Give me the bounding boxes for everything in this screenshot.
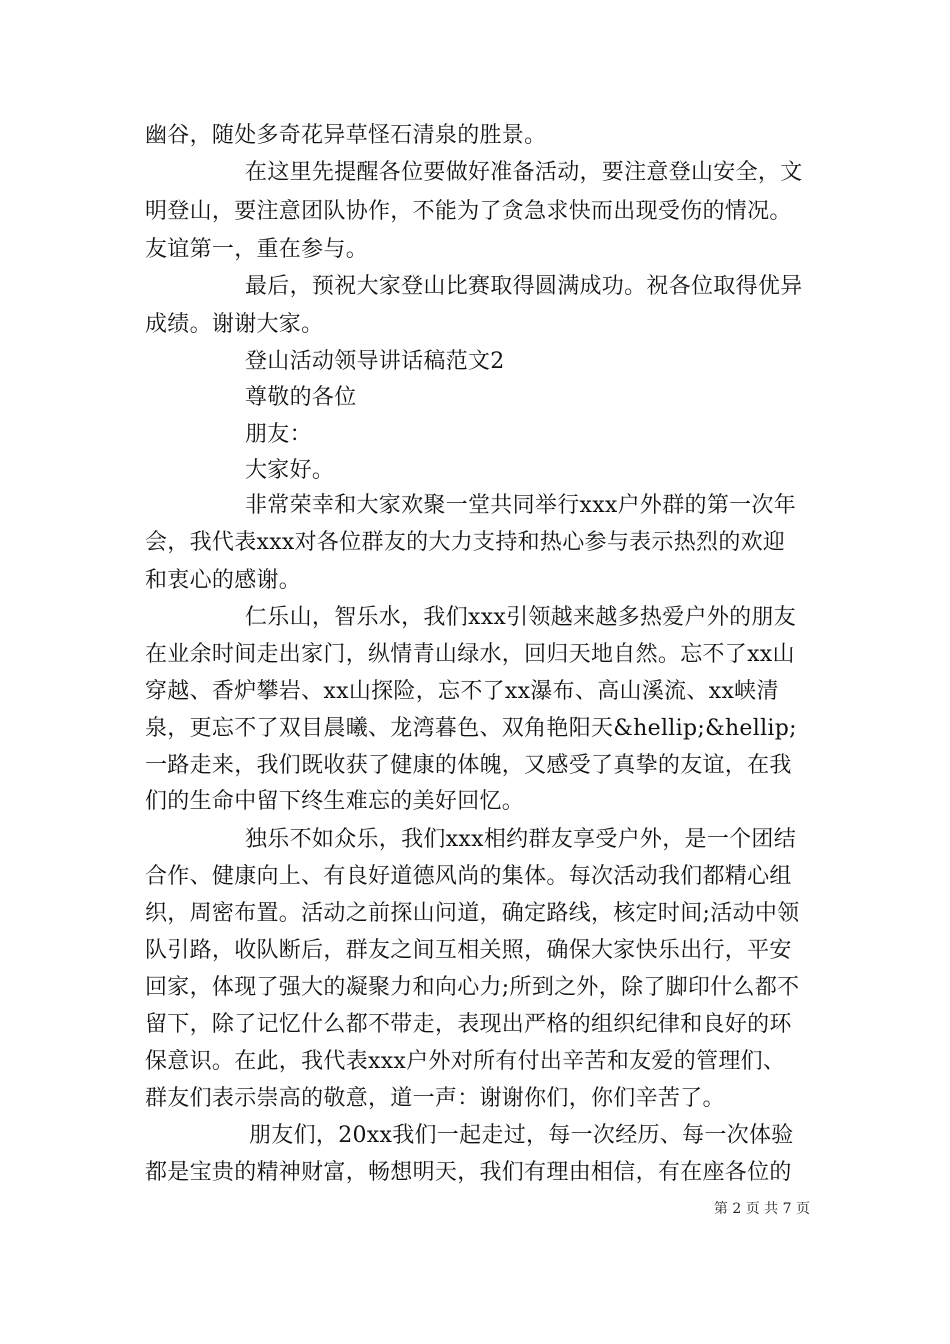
text-line: 明登山，要注意团队协作，不能为了贪急求快而出现受伤的情况。 xyxy=(145,199,792,224)
text-line: 成绩。谢谢大家。 xyxy=(145,312,324,337)
greeting-line: 大家好。 xyxy=(245,458,335,483)
text-line: 泉，更忘不了双目晨曦、龙湾暮色、双角艳阳天&hellip;&hellip; xyxy=(145,716,797,741)
text-line: 幽谷，随处多奇花异草怪石清泉的胜景。 xyxy=(145,123,547,148)
salutation-line: 朋友： xyxy=(245,422,312,447)
text-line: 仁乐山，智乐水，我们xxx引领越来越多热爱户外的朋友 xyxy=(245,605,797,630)
text-line: 友谊第一，重在参与。 xyxy=(145,237,369,262)
section-heading: 登山活动领导讲话稿范文2 xyxy=(245,349,505,374)
text-line: 在这里先提醒各位要做好准备活动，要注意登山安全，文 xyxy=(245,160,803,185)
text-line: 合作、健康向上、有良好道德风尚的集体。每次活动我们都精心组 xyxy=(145,864,792,889)
text-line: 群友们表示崇高的敬意，道一声：谢谢你们，你们辛苦了。 xyxy=(145,1086,725,1111)
text-line: 回家，体现了强大的凝聚力和向心力;所到之外，除了脚印什么都不 xyxy=(145,975,800,1000)
text-line: 最后，预祝大家登山比赛取得圆满成功。祝各位取得优异 xyxy=(245,274,803,299)
text-line: 非常荣幸和大家欢聚一堂共同举行xxx户外群的第一次年 xyxy=(245,493,797,518)
text-line: 独乐不如众乐，我们xxx相约群友享受户外，是一个团结 xyxy=(245,827,797,852)
text-line: 在业余时间走出家门，纵情青山绿水，回归天地自然。忘不了xx山 xyxy=(145,642,795,667)
text-line: 都是宝贵的精神财富，畅想明天，我们有理由相信，有在座各位的 xyxy=(145,1160,792,1185)
page-number: 第 2 页 共 7 页 xyxy=(713,1201,810,1217)
text-line: 和衷心的感谢。 xyxy=(145,568,302,593)
text-line: 们的生命中留下终生难忘的美好回忆。 xyxy=(145,789,525,814)
text-line: 队引路，收队断后，群友之间互相关照，确保大家快乐出行，平安 xyxy=(145,938,792,963)
text-line: 会，我代表xxx对各位群友的大力支持和热心参与表示热烈的欢迎 xyxy=(145,530,786,555)
text-line: 朋友们，20xx我们一起走过，每一次经历、每一次体验 xyxy=(249,1123,794,1148)
text-line: 保意识。在此，我代表xxx户外对所有付出辛苦和友爱的管理们、 xyxy=(145,1049,786,1074)
text-line: 一路走来，我们既收获了健康的体魄，又感受了真挚的友谊，在我 xyxy=(145,753,792,778)
text-line: 织，周密布置。活动之前探山问道，确定路线，核定时间;活动中领 xyxy=(145,901,800,926)
salutation-line: 尊敬的各位 xyxy=(245,385,357,410)
text-line: 穿越、香炉攀岩、xx山探险，忘不了xx瀑布、高山溪流、xx峡清 xyxy=(145,679,779,704)
text-line: 留下，除了记忆什么都不带走，表现出严格的组织纪律和良好的环 xyxy=(145,1012,792,1037)
